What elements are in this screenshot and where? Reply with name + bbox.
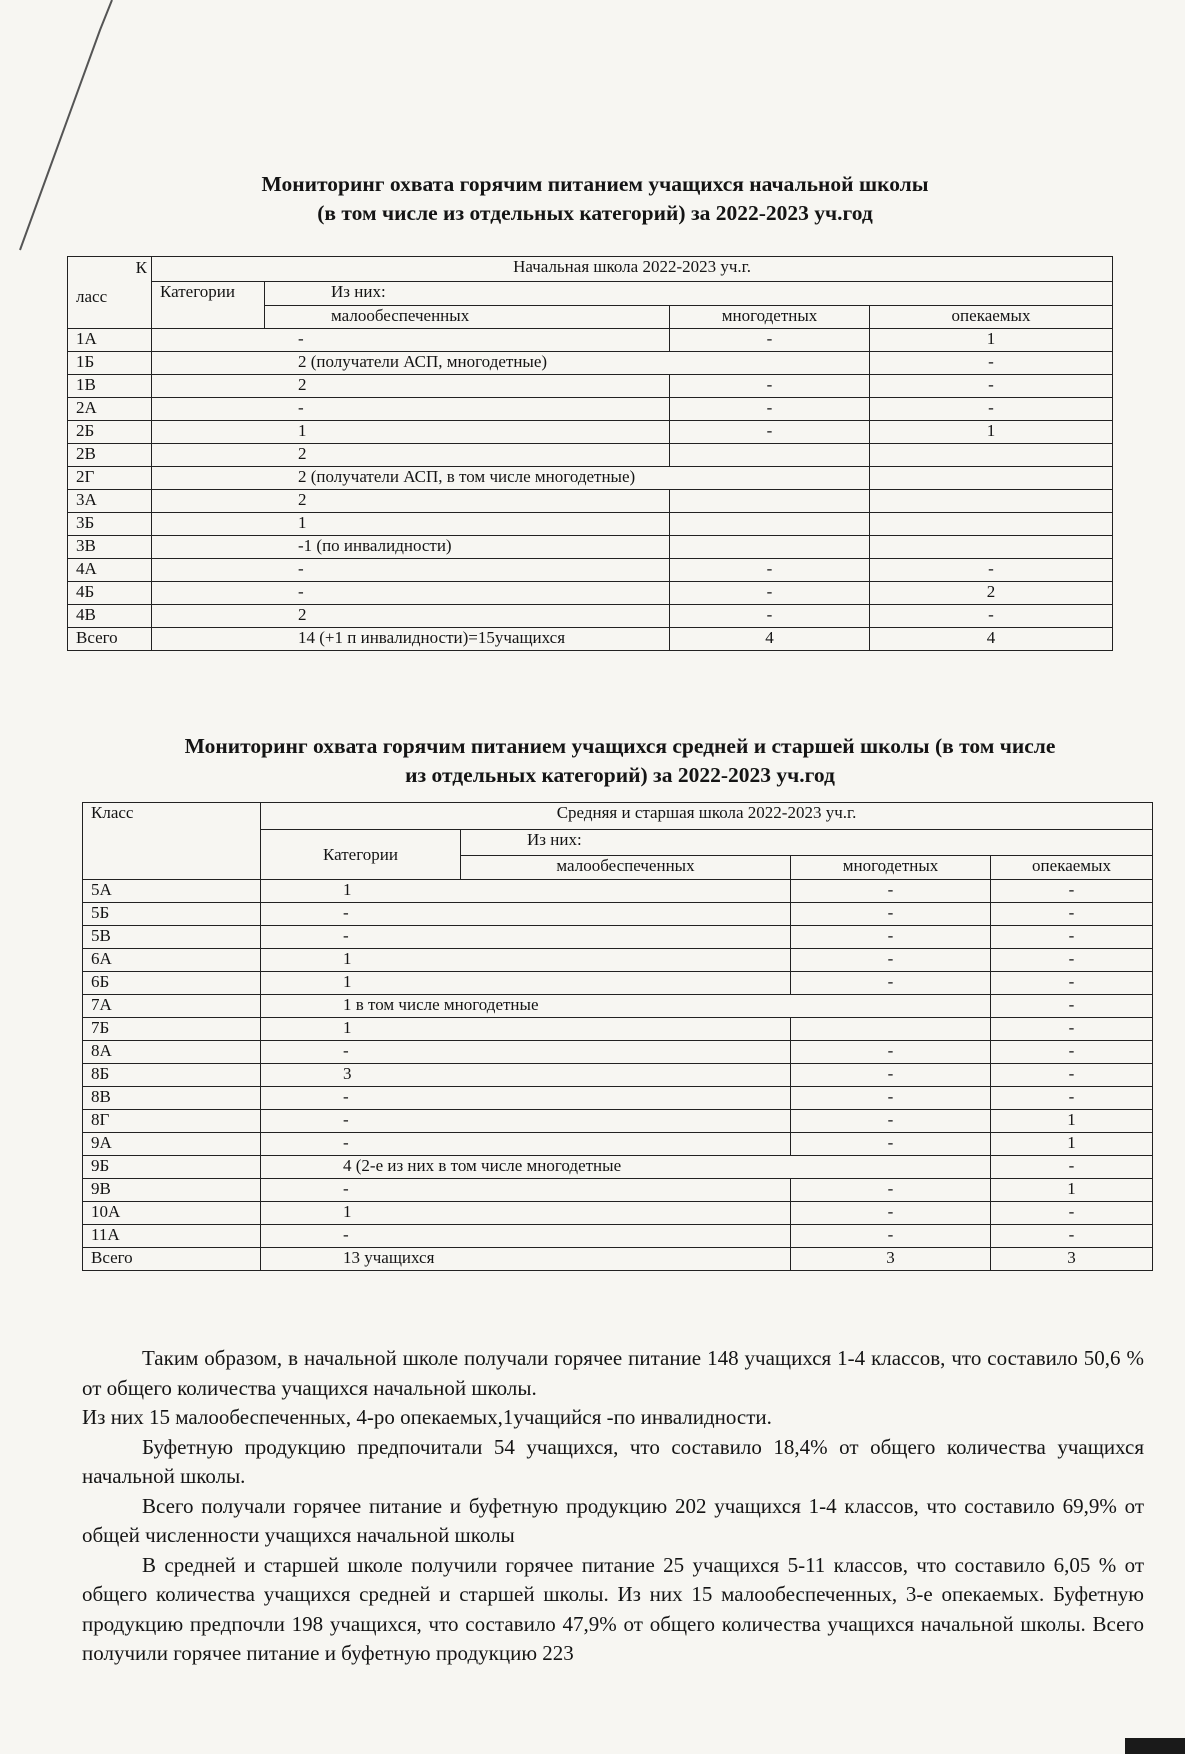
cls-cell: Всего [68, 628, 152, 651]
class-header-rest: ласс [76, 287, 108, 306]
table-row [68, 375, 1113, 398]
guard-cell [870, 490, 1113, 513]
cls-cell: 1Б [68, 352, 152, 375]
table-row [83, 903, 1153, 926]
guardianship-header: опекаемых [991, 856, 1153, 880]
large-cell: - [670, 582, 870, 605]
low-cell: 1 [261, 1202, 791, 1225]
cls-cell: 5В [83, 926, 261, 949]
table-row [83, 926, 1153, 949]
guard-cell: 1 [991, 1179, 1153, 1202]
large-cell: - [670, 559, 870, 582]
table-row [68, 467, 1113, 490]
guard-cell: - [991, 880, 1153, 903]
table-row [68, 398, 1113, 421]
cls-cell: 8Г [83, 1110, 261, 1133]
summary-paragraph: Из них 15 малообеспеченных, 4-ро опекаемых,1учащийся -по инвалидности. [82, 1405, 772, 1429]
categories-header: Категории [152, 282, 265, 329]
table-row [68, 352, 1113, 375]
low-cell: 1 [261, 972, 791, 995]
low-cell: 2 (получатели АСП, многодетные) [152, 352, 870, 375]
low-cell: 1 [261, 949, 791, 972]
low-cell: 1 [261, 1018, 791, 1041]
large-cell: - [670, 421, 870, 444]
large-cell: - [791, 949, 991, 972]
large-cell: - [791, 1225, 991, 1248]
large-cell: - [791, 1041, 991, 1064]
guard-cell: - [991, 926, 1153, 949]
cls-cell: 10А [83, 1202, 261, 1225]
guard-cell: - [991, 995, 1153, 1018]
guard-cell: - [991, 1087, 1153, 1110]
guard-cell: - [991, 903, 1153, 926]
table-row [68, 582, 1113, 605]
primary-school-title [160, 170, 1030, 228]
table-row [83, 1225, 1153, 1248]
guard-cell: 1 [991, 1133, 1153, 1156]
guard-cell: 4 [870, 628, 1113, 651]
low-cell: - [152, 582, 670, 605]
table-row [83, 1110, 1153, 1133]
title-line: (в том числе из отдельных категорий) за 2022-2023 уч.год [317, 201, 873, 225]
cls-cell: 4Б [68, 582, 152, 605]
large-families-header: многодетных [670, 306, 870, 329]
guard-cell: - [991, 972, 1153, 995]
cls-cell: 3А [68, 490, 152, 513]
large-cell [670, 444, 870, 467]
low-cell: 2 [152, 375, 670, 398]
table-row [83, 1248, 1153, 1271]
table-row [68, 536, 1113, 559]
table-row [83, 972, 1153, 995]
cls-cell: 9Б [83, 1156, 261, 1179]
table-row [83, 880, 1153, 903]
low-cell: 1 в том числе многодетные [261, 995, 991, 1018]
summary-text [82, 1344, 1144, 1669]
guard-cell: 2 [870, 582, 1113, 605]
low-income-header: малообеспеченных [461, 856, 791, 880]
large-cell: - [791, 1202, 991, 1225]
table-row [83, 1179, 1153, 1202]
guard-cell: - [870, 375, 1113, 398]
table-row [83, 1064, 1153, 1087]
table-row [68, 605, 1113, 628]
scan-corner-shadow [1125, 1738, 1185, 1754]
summary-paragraph: Всего получали горячее питание и буфетную продукцию 202 учащихся 1-4 классов, что составило 69,9% от общей численности учащихся начальной школы [82, 1493, 1144, 1547]
low-cell: 2 (получатели АСП, в том числе многодетные) [152, 467, 870, 490]
guard-cell: - [870, 352, 1113, 375]
guard-cell: - [870, 398, 1113, 421]
guard-cell [870, 467, 1113, 490]
low-cell: 4 (2-е из них в том числе многодетные [261, 1156, 991, 1179]
secondary-school-title [100, 732, 1140, 790]
table-row [83, 1202, 1153, 1225]
school-span-header: Начальная школа 2022-2023 уч.г. [152, 257, 1113, 282]
large-cell: - [791, 880, 991, 903]
large-cell [791, 1018, 991, 1041]
cls-cell: 2Г [68, 467, 152, 490]
large-cell: - [791, 1087, 991, 1110]
cls-cell: 6А [83, 949, 261, 972]
cls-cell: 4В [68, 605, 152, 628]
low-cell: 13 учащихся [261, 1248, 791, 1271]
large-cell: - [791, 972, 991, 995]
table-row [83, 949, 1153, 972]
low-cell: - [261, 1225, 791, 1248]
guard-cell: - [870, 559, 1113, 582]
low-cell: 1 [152, 421, 670, 444]
low-cell: - [261, 1179, 791, 1202]
title-line: из отдельных категорий) за 2022-2023 уч.год [405, 763, 835, 787]
cls-cell: 1В [68, 375, 152, 398]
cls-cell: 8Б [83, 1064, 261, 1087]
guard-cell: - [870, 605, 1113, 628]
table-row [83, 1041, 1153, 1064]
cls-cell: 7Б [83, 1018, 261, 1041]
cls-cell: 1А [68, 329, 152, 352]
cls-cell: 2А [68, 398, 152, 421]
table-row [68, 421, 1113, 444]
table-row [83, 1133, 1153, 1156]
guard-cell: - [991, 1064, 1153, 1087]
cls-cell: 8В [83, 1087, 261, 1110]
cls-cell: 2Б [68, 421, 152, 444]
low-cell: - [261, 1110, 791, 1133]
cls-cell: 9А [83, 1133, 261, 1156]
guard-cell: 1 [870, 421, 1113, 444]
low-income-header: малообеспеченных [265, 306, 670, 329]
table-row [83, 1087, 1153, 1110]
cls-cell: 6Б [83, 972, 261, 995]
table-row [83, 1018, 1153, 1041]
large-families-header: многодетных [791, 856, 991, 880]
large-cell: - [791, 1110, 991, 1133]
secondary-school-table [82, 802, 1153, 1271]
large-cell: - [791, 1179, 991, 1202]
summary-paragraph: Буфетную продукцию предпочитали 54 учащихся, что составило 18,4% от общего количества учащихся начальной школы. [82, 1434, 1144, 1488]
large-cell: - [670, 375, 870, 398]
primary-school-table [67, 256, 1113, 651]
cls-cell: 9В [83, 1179, 261, 1202]
guard-cell [870, 513, 1113, 536]
school-span-header: Средняя и старшая школа 2022-2023 уч.г. [261, 803, 1153, 830]
large-cell: - [670, 605, 870, 628]
cls-cell: 2В [68, 444, 152, 467]
table-row [68, 444, 1113, 467]
class-header-k: К [135, 258, 147, 277]
cls-cell: 5Б [83, 903, 261, 926]
large-cell [670, 490, 870, 513]
cls-cell: 11А [83, 1225, 261, 1248]
low-cell: - [261, 1041, 791, 1064]
categories-header: Категории [261, 830, 461, 880]
large-cell: 3 [791, 1248, 991, 1271]
guard-cell: - [991, 1156, 1153, 1179]
low-cell: 3 [261, 1064, 791, 1087]
cls-cell: 4А [68, 559, 152, 582]
large-cell: 4 [670, 628, 870, 651]
class-header: Класс [83, 803, 261, 880]
table-row [83, 1156, 1153, 1179]
low-cell: - [152, 559, 670, 582]
large-cell: - [791, 926, 991, 949]
table-row [68, 628, 1113, 651]
table-row [83, 995, 1153, 1018]
low-cell: - [261, 926, 791, 949]
guard-cell: 1 [991, 1110, 1153, 1133]
large-cell: - [670, 329, 870, 352]
table-row [68, 513, 1113, 536]
table-row [68, 329, 1113, 352]
table-row [68, 559, 1113, 582]
low-cell: 2 [152, 490, 670, 513]
guard-cell: 1 [870, 329, 1113, 352]
class-header [68, 257, 152, 329]
cls-cell: 3Б [68, 513, 152, 536]
cls-cell: Всего [83, 1248, 261, 1271]
guard-cell: - [991, 949, 1153, 972]
guard-cell [870, 536, 1113, 559]
low-cell: 1 [261, 880, 791, 903]
large-cell: - [791, 1133, 991, 1156]
guard-cell: 3 [991, 1248, 1153, 1271]
of-them-header: Из них: [265, 282, 1113, 306]
low-cell: - [261, 1133, 791, 1156]
low-cell: - [261, 903, 791, 926]
large-cell: - [670, 398, 870, 421]
large-cell: - [791, 1064, 991, 1087]
cls-cell: 7А [83, 995, 261, 1018]
of-them-header: Из них: [461, 830, 1153, 856]
summary-paragraph: Таким образом, в начальной школе получали горячее питание 148 учащихся 1-4 классов, что составило 50,6 % от общего количества учащихся начальной школы. [82, 1346, 1144, 1400]
low-cell: - [152, 398, 670, 421]
large-cell [670, 536, 870, 559]
guard-cell: - [991, 1041, 1153, 1064]
cls-cell: 5А [83, 880, 261, 903]
title-line: Мониторинг охвата горячим питанием учащихся начальной школы [261, 172, 929, 196]
guard-cell: - [991, 1225, 1153, 1248]
guard-cell: - [991, 1202, 1153, 1225]
low-cell: - [261, 1087, 791, 1110]
cls-cell: 8А [83, 1041, 261, 1064]
low-cell: 2 [152, 605, 670, 628]
scan-edge-mark [0, 0, 130, 260]
low-cell: 1 [152, 513, 670, 536]
title-line: Мониторинг охвата горячим питанием учащихся средней и старшей школы (в том числе [184, 734, 1056, 758]
low-cell: -1 (по инвалидности) [152, 536, 670, 559]
low-cell: 14 (+1 п инвалидности)=15учащихся [152, 628, 670, 651]
guard-cell [870, 444, 1113, 467]
guard-cell: - [991, 1018, 1153, 1041]
large-cell: - [791, 903, 991, 926]
summary-paragraph: В средней и старшей школе получили горячее питание 25 учащихся 5-11 классов, что составило 6,05 % от общего количества учащихся средней и старшей школы. Из них 15 малообеспеченных, 3-е опекаемых. Буфетную продукцию предпочли 198 учащихся, что составило 47,9% от общего количества учащихся начальной школы. Всего получили горячее питание и буфетную продукцию 223 [82, 1552, 1144, 1665]
large-cell [670, 513, 870, 536]
cls-cell: 3В [68, 536, 152, 559]
low-cell: - [152, 329, 670, 352]
low-cell: 2 [152, 444, 670, 467]
guardianship-header: опекаемых [870, 306, 1113, 329]
table-row [68, 490, 1113, 513]
